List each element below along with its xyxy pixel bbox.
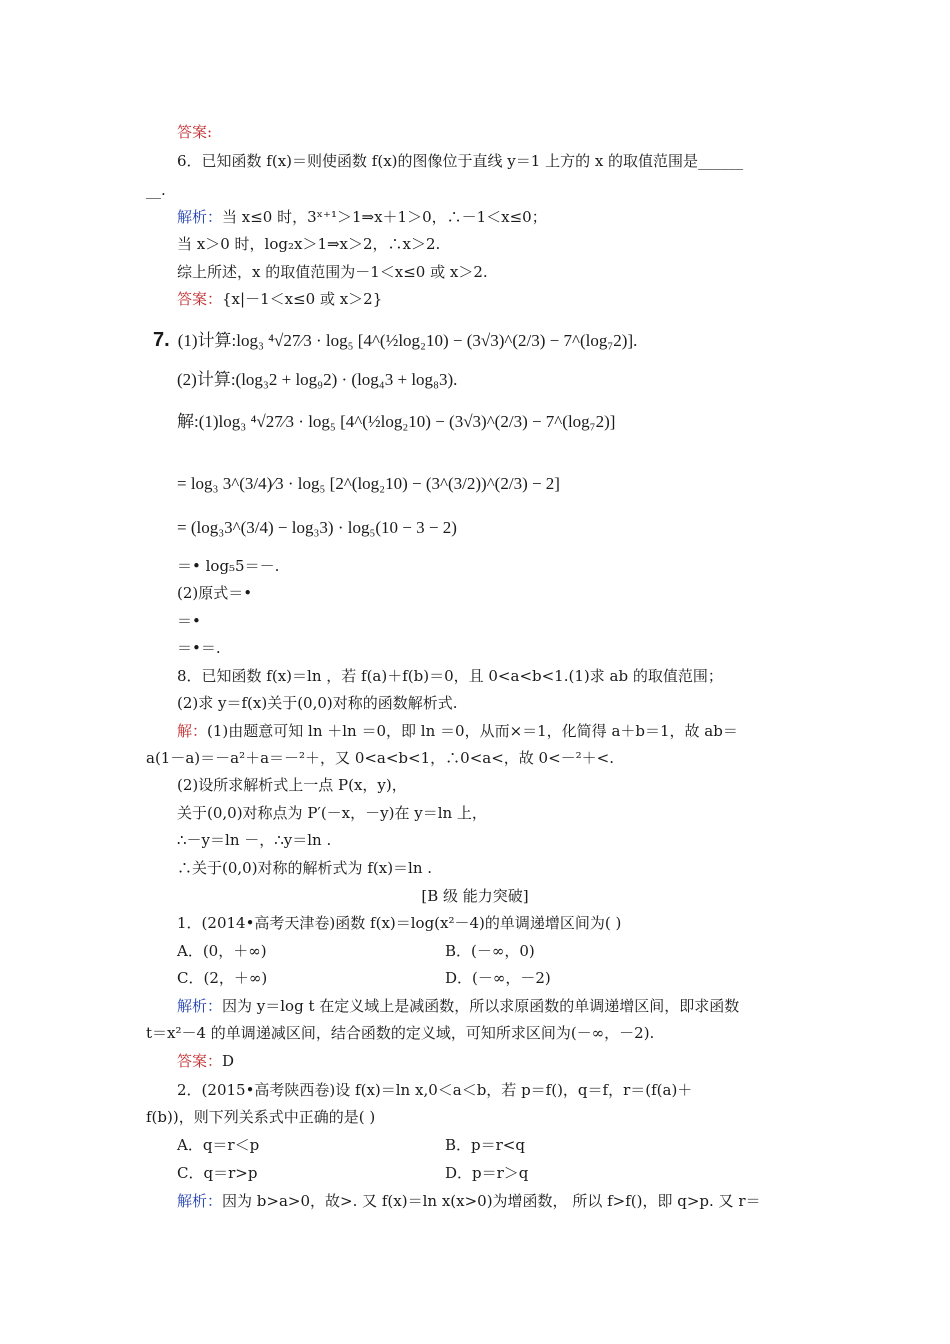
b-q1-answer-line	[177, 1051, 234, 1071]
b-question-2-text: 2．(2015•高考陕西卷)设 f(x)＝ln x,0＜a＜b，若 p＝f()，q＝f，r＝(f(a)＋	[177, 1081, 693, 1099]
q6-analysis-text1: 当 x≤0 时，3ˣ⁺¹＞1⇒x＋1＞0，∴－1＜x≤0；	[222, 208, 547, 226]
question-8-text: 8．已知函数 f(x)＝ln ，若 f(a)＋f(b)＝0，且 0<a<b<1.(1)求 ab 的取值范围；	[177, 667, 723, 685]
q8-solution-text1: (1)由题意可知 ln ＋ln ＝0，即 ln ＝0，从而×＝1，化简得 a＋b＝1，故 ab＝	[207, 722, 738, 740]
q7-solution-line4: ＝• log₅5＝－.	[177, 557, 280, 575]
q6-analysis-line2: 当 x＞0 时，log₂x＞1⇒x＞2，∴x＞2.	[177, 235, 441, 253]
b-q2-analysis-text1: 因为 b>a>0，故>. 又 f(x)＝ln x(x>0)为增函数， 所以 f>f()，即 q>p. 又 r＝	[222, 1192, 761, 1210]
option-b: B．(－∞，0)	[445, 942, 535, 960]
question-6-blank-end: __.	[146, 181, 166, 199]
option-d: D．p＝r＞q	[445, 1164, 529, 1182]
analysis-label: 解析：	[177, 997, 223, 1015]
q6-analysis-line3: 综上所述，x 的取值范围为－1＜x≤0 或 x＞2.	[177, 263, 488, 281]
question-7-number: 7.	[153, 329, 170, 351]
b-question-1-text: 1．(2014•高考天津卷)函数 f(x)＝log(x²－4)的单调递增区间为( )	[177, 914, 622, 932]
question-6-text: 6．已知函数 f(x)＝则使函数 f(x)的图像位于直线 y＝1 上方的 x 的取值范围是______	[177, 152, 744, 170]
b-question-2-text-cont: f(b))，则下列关系式中正确的是( )	[146, 1108, 376, 1126]
q7-solution-line2: = log₃ 3^(3/4)⁄3 · log₅ [2^(log₂10) − (3^(3/2))^(2/3) − 2]	[177, 474, 560, 493]
option-c: C．q＝r>p	[177, 1164, 258, 1182]
q7-solution-part2-line2: ＝•	[177, 612, 201, 630]
q8-solution-line4: 关于(0,0)对称点为 P′(－x，－y)在 y＝ln 上，	[177, 804, 487, 822]
answer-label: 答案：	[177, 290, 223, 308]
q8-solution-line5: ∴－y＝ln －，∴y＝ln .	[177, 831, 332, 849]
option-a: A．q＝r＜p	[177, 1136, 260, 1154]
b-q1-analysis-line2: t＝x²－4 的单调递减区间，结合函数的定义域，可知所求区间为(－∞，－2).	[146, 1024, 655, 1042]
b-q2-analysis-line1	[177, 1191, 761, 1211]
answer-label: 答案：	[177, 1052, 223, 1070]
q8-solution-line2: a(1－a)＝－a²＋a＝－²＋，又 0<a<b<1，∴0<a<，故 0<－²＋<.	[146, 749, 615, 767]
option-d: D．(－∞，－2)	[445, 969, 551, 987]
solution-label: 解：	[177, 722, 208, 740]
section-heading-level-b: [B 级 能力突破]	[421, 887, 529, 905]
option-a: A．(0，＋∞)	[177, 942, 267, 960]
q8-solution-line3: (2)设所求解析式上一点 P(x，y)，	[177, 776, 407, 794]
option-c: C．(2，＋∞)	[177, 969, 268, 987]
analysis-label: 解析：	[177, 208, 223, 226]
q7-solution-line1: 解:(1)log₃ ⁴√27⁄3 · log₅ [4^(½log₂10) − (3√3)^(2/3) − 7^(log₇2)]	[177, 412, 616, 431]
b-q1-analysis-text1: 因为 y＝log t 在定义域上是减函数，所以求原函数的单调递增区间，即求函数	[222, 997, 740, 1015]
q6-answer-text: {x|－1＜x≤0 或 x＞2}	[222, 290, 383, 308]
question-7-part1-formula: (1)计算:log₃ ⁴√27⁄3 · log₅ [4^(½log₂10) − (3√3)^(2/3) − 7^(log₇2)].	[177, 331, 638, 350]
question-7-part2: (2)计算:(log₃2 + log₉2) · (log₄3 + log₈3).	[177, 370, 458, 389]
b-q1-answer-text: D	[222, 1052, 235, 1070]
q7-solution-part2-line1: (2)原式＝•	[177, 584, 253, 602]
q8-solution-line1	[177, 721, 738, 741]
question-8-part2: (2)求 y＝f(x)关于(0,0)对称的函数解析式.	[177, 694, 458, 712]
b-q1-analysis-line1	[177, 996, 739, 1016]
option-b: B．p＝r<q	[445, 1136, 525, 1154]
q7-solution-part2-line3: ＝•＝.	[177, 639, 221, 657]
q6-analysis-line1	[177, 207, 547, 227]
analysis-label: 解析：	[177, 1192, 223, 1210]
q8-solution-line6: ∴关于(0,0)对称的解析式为 f(x)＝ln .	[177, 859, 433, 877]
q6-answer-line	[177, 289, 382, 309]
q7-solution-line3: = (log₃3^(3/4) − log₃3) · log₅(10 − 3 − 2)	[177, 518, 457, 537]
answer-label-q5: 答案:	[177, 123, 213, 141]
question-7-part1	[153, 330, 637, 351]
